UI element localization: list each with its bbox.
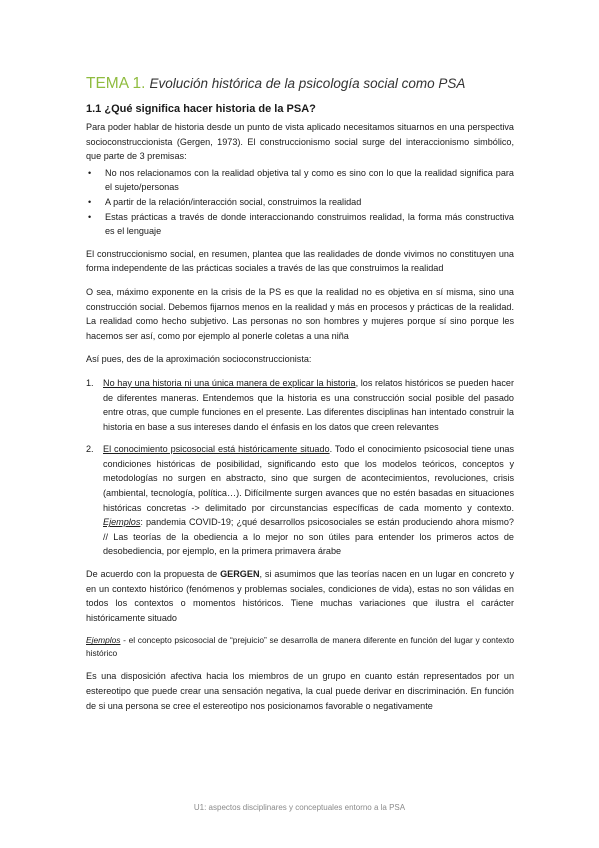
page-footer: U1: aspectos disciplinares y conceptuales entorno a la PSA <box>193 803 406 812</box>
tema-label: TEMA 1. <box>86 75 146 92</box>
asi-paragraph: Así pues, des de la aproximación socioconstruccionista: <box>86 354 312 365</box>
bullet-icon: • <box>88 167 92 178</box>
section-heading: 1.1 ¿Qué significa hacer historia de la PSA? <box>86 103 316 115</box>
premise-text: Estas prácticas a través de donde interaccionando construimos realidad, la forma más constructiva es el lenguaje <box>105 211 514 237</box>
list-item <box>86 210 514 239</box>
page-title <box>86 74 514 94</box>
example-note-text: - el concepto psicosocial de “prejuicio” se desarrolla de manera diferente en función del lugar y contexto histórico <box>86 635 514 659</box>
premise-text: A partir de la relación/interacción social, construimos la realidad <box>105 196 362 207</box>
examples-label: Ejemplos <box>103 517 141 528</box>
example-note-label: Ejemplos <box>86 635 121 646</box>
premise-text: No nos relacionamos con la realidad objetiva tal y como es sino con lo que la realidad significa para el sujeto/personas <box>105 167 514 193</box>
points-list <box>86 376 514 559</box>
point-text-examples: : pandemia COVID-19; ¿qué desarrollos psicosociales se están produciendo ahora mismo? // Las teorías de la obediencia a lo mejor no son útiles para entender los primeros actos de desobediencia, por ejemplo, en la primera primavera árabe <box>103 517 514 557</box>
construccionismo-paragraph: El construccionismo social, en resumen, plantea que las realidades de donde vivimos no constituyen una forma independente de las prácticas sociales a través de las que construimos la realidad <box>86 248 514 274</box>
tema-subtitle: Evolución histórica de la psicología social como PSA <box>149 76 466 91</box>
gergen-name: GERGEN <box>220 569 260 580</box>
bullet-icon: • <box>88 211 92 222</box>
page-content <box>86 74 514 722</box>
list-item <box>86 195 514 210</box>
list-item <box>86 442 514 559</box>
gergen-post: , si asumimos que las teorías nacen en un lugar en concreto y en un contexto histórico (fenómenos y problemas sociales, condiciones de vida), estas no son válidas en todos los contextos o momentos históricos. Tiene muchas variaciones que ilustra el carácter históricamente situado <box>86 569 515 623</box>
gergen-paragraph <box>86 567 514 625</box>
bullet-icon: • <box>88 196 92 207</box>
final-paragraph: Es una disposición afectiva hacia los miembros de un grupo en cuanto están representados por un estereotipo que puede crear una sensación negativa, la cual puede derivar en discriminación. En función de si una persona se cree el estereotipo nos posicionamos favorable o negativamente <box>86 671 514 711</box>
intro-paragraph: Para poder hablar de historia desde un punto de vista aplicado necesitamos situarnos en una perspectiva socioconstruccionista (Gergen, 1973). El construccionismo social surge del interaccionismo simbólico, que parte de 3 premisas: <box>86 122 514 162</box>
list-item <box>86 376 514 434</box>
example-note <box>86 634 514 660</box>
point-text: , los relatos históricos se pueden hacer de diferentes maneras. Entendemos que la historia es una construcción social posible del pasado entre otras, que cumple funciones en el presente. Las diferentes disciplinas han intentado construir la historia en base a sus intereses dando el énfasis en los datos que creen relevantes <box>103 377 514 432</box>
point-lead: El conocimiento psicosocial está históricamente situado <box>103 444 330 455</box>
osea-paragraph: O sea, máximo exponente en la crisis de la PS es que la realidad no es objetiva en sí misma, sino una construcción social. Debemos fijarnos menos en la realidad y más en procesos y prácticas de la realidad. La realidad como hecho subjetivo. Las personas no son hombres y mujeres porque sí sino porque les hacemos ser así, como por ejemplo al ponerle coletas a una niña <box>86 286 514 341</box>
point-lead: No hay una historia ni una única manera de explicar la historia <box>103 377 356 388</box>
point-number: 1. <box>86 377 94 388</box>
point-text: . Todo el conocimiento psicosocial tiene unas condiciones históricas de posibilidad, significando esto que los modelos teóricos, conceptos y metodologías no surgen en abstracto, sino que surgen de acontecimientos, revoluciones, crisis (ambiental, tecnología, política…). Difícilmente surgen avances que no estén basadas en situaciones históricas concretas -> delimitado por circunstancias específicas de cada momento y contexto. <box>103 444 514 513</box>
premises-list <box>86 166 514 239</box>
gergen-pre: De acuerdo con la propuesta de <box>86 569 221 580</box>
point-number: 2. <box>86 444 94 455</box>
list-item <box>86 166 514 195</box>
